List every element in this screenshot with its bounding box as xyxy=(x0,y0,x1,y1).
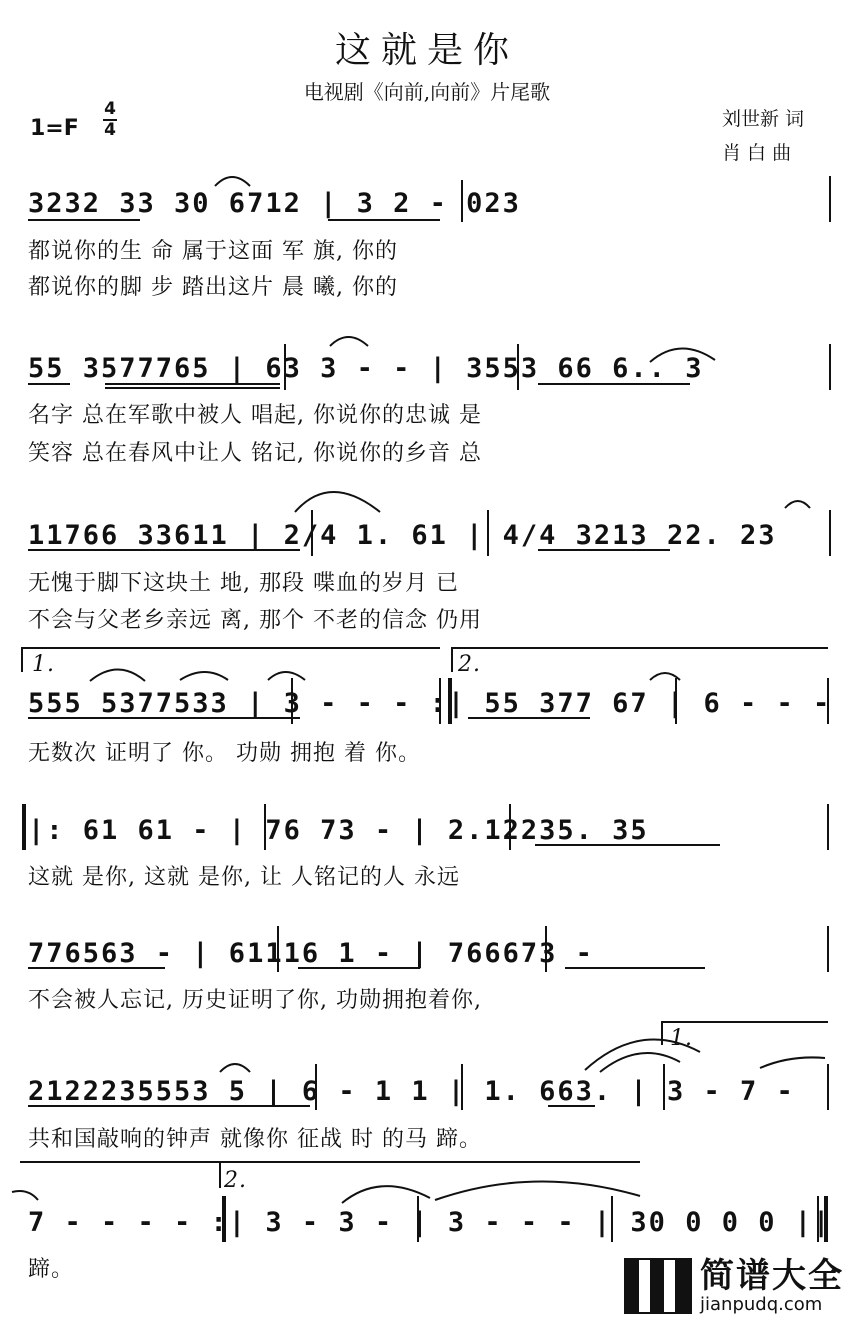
lyrics-row-6: 不会被人忘记, 历史证明了你, 功勋拥抱着你, xyxy=(28,988,482,1013)
notes-row-5: |: 61 61 - | 76 73 - | 2.12235. 35 xyxy=(28,815,649,846)
slur xyxy=(12,1191,38,1200)
notes-row-3: 11766 33611 | 2/4 1. 61 | 4/4 3213 22. 23 xyxy=(28,520,777,551)
slur xyxy=(785,501,810,508)
volta-2-label: 2. xyxy=(458,652,481,677)
key-signature: 1=F xyxy=(30,116,79,141)
lyrics-row-1-verse-1: 都说你的生 命 属于这面 军 旗, 你的 xyxy=(28,239,398,264)
notes-row-1: 3232 33 30 6712 | 3 2 - 023 xyxy=(28,188,521,219)
time-signature-bottom: 4 xyxy=(104,120,116,140)
lyrics-row-4: 无数次 证明了 你。 功勋 拥抱 着 你。 xyxy=(28,741,421,766)
notes-row-4: 555 5377533 | 3 - - - :| 55 377 67 | 6 - - - xyxy=(28,688,832,719)
volta-2-label-row-8: 2. xyxy=(224,1168,247,1193)
lyrics-row-3-verse-1: 无愧于脚下这块土 地, 那段 喋血的岁月 已 xyxy=(28,571,459,596)
slur xyxy=(760,1057,825,1068)
watermark-url: jianpudq.com xyxy=(700,1294,823,1315)
volta-1-label-row-7: 1. xyxy=(670,1026,693,1051)
notes-row-8: 7 - - - - :| 3 - 3 - | 3 - - - | 30 0 0 0 || xyxy=(28,1207,832,1238)
slur xyxy=(650,348,715,362)
slur xyxy=(220,1064,250,1072)
slur xyxy=(600,1053,680,1072)
piano-keys-icon xyxy=(624,1258,692,1314)
site-watermark xyxy=(624,1257,844,1315)
notes-row-7: 2122235553 5 | 6 - 1 1 | 1. 663. | 3 - 7 - xyxy=(28,1076,795,1107)
lyrics-row-2-verse-1: 名字 总在军歌中被人 唱起, 你说你的忠诚 是 xyxy=(28,403,482,428)
time-signature-top: 4 xyxy=(104,99,116,119)
lyrics-row-5: 这就 是你, 这就 是你, 让 人铭记的人 永远 xyxy=(28,865,460,890)
sheet-title: 这就是你 xyxy=(334,30,519,71)
volta-bracket xyxy=(20,1162,220,1188)
volta-1-label: 1. xyxy=(32,652,55,677)
volta-bracket xyxy=(662,1022,828,1045)
lyrics-row-7: 共和国敲响的钟声 就像你 征战 时 的马 蹄。 xyxy=(28,1127,482,1152)
slur xyxy=(215,177,250,186)
lyrics-row-3-verse-2: 不会与父老乡亲远 离, 那个 不老的信念 仍用 xyxy=(28,608,482,633)
volta-bracket xyxy=(22,648,440,672)
slur xyxy=(330,337,368,346)
slur xyxy=(585,1040,700,1070)
notes-row-2: 55 3577765 | 63 3 - - | 3553 66 6.. 3 xyxy=(28,353,704,384)
slur xyxy=(295,492,380,512)
slur xyxy=(435,1181,640,1200)
volta-bracket xyxy=(452,648,828,672)
watermark-site-name: 简谱大全 xyxy=(700,1256,844,1296)
slur xyxy=(268,672,305,680)
slur xyxy=(180,672,228,680)
slur xyxy=(90,670,145,682)
lyrics-row-8: 蹄。 xyxy=(28,1257,75,1282)
sheet-subtitle: 电视剧《向前,向前》片尾歌 xyxy=(303,80,551,104)
lyricist-credit: 刘世新 词 xyxy=(722,108,805,130)
lyrics-row-1-verse-2: 都说你的脚 步 踏出这片 晨 曦, 你的 xyxy=(28,275,398,300)
notes-row-6: 776563 - | 61116 1 - | 766673 - xyxy=(28,938,594,969)
lyrics-row-2-verse-2: 笑容 总在春风中让人 铭记, 你说你的乡音 总 xyxy=(28,441,482,466)
composer-credit: 肖 白 曲 xyxy=(722,142,792,164)
slur xyxy=(342,1186,430,1203)
